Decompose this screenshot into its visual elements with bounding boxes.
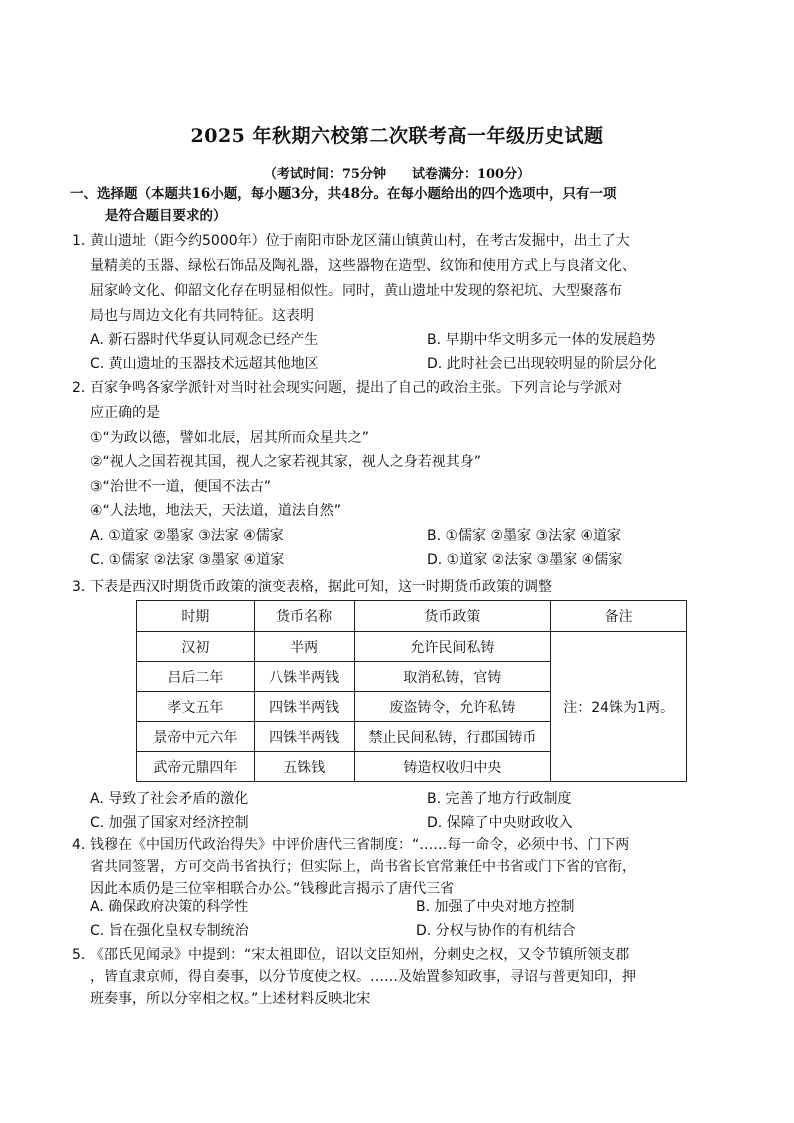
question-5-line-3: 班奏事，所以分宰相之权。”上述材料反映北宋	[90, 991, 371, 1007]
exam-subtitle: （考试时间：75分钟 试卷满分：100分）	[263, 167, 531, 182]
question-2-line-2: 应正确的是	[90, 405, 160, 421]
question-2-option-c: C. ①儒家 ②法家 ③墨家 ④道家	[90, 552, 285, 568]
question-2	[72, 376, 722, 426]
question-4	[72, 834, 722, 900]
question-2-statement-4: ④“人法地，地法天，天法道，道法自然”	[90, 503, 342, 519]
table-cell: 武帝元鼎四年	[137, 752, 255, 782]
table-cell: 五铢钱	[254, 752, 354, 782]
section-heading-line-2: 是符合题目要求的）	[105, 208, 227, 224]
question-3-option-d: D. 保障了中央财政收入	[427, 815, 573, 831]
question-5	[72, 944, 722, 1010]
question-5-line-1: 《邵氏见闻录》中提到：“宋太祖即位，诏以文臣知州，分刺史之权，又令节镇所领支郡	[90, 947, 630, 963]
question-1-number: 1．	[72, 233, 95, 249]
question-1-option-c: C. 黄山遗址的玉器技术远超其他地区	[90, 356, 319, 372]
table-cell: 废盗铸令，允许私铸	[354, 692, 551, 722]
table-row	[137, 632, 687, 662]
question-2-statement-1: ①“为政以德，譬如北辰，居其所而众星共之”	[90, 430, 370, 446]
table-header-cell: 货币名称	[254, 601, 354, 632]
table-header-cell: 货币政策	[354, 601, 551, 632]
question-2-statement-2: ②“视人之国若视其国，视人之家若视其家，视人之身若视其身”	[90, 454, 482, 470]
question-5-number: 5．	[72, 947, 95, 963]
question-1-line-2: 量精美的玉器、绿松石饰品及陶礼器，这些器物在造型、纹饰和使用方式上与良渚文化、	[90, 258, 636, 274]
question-2-option-b: B. ①儒家 ②墨家 ③法家 ④道家	[427, 528, 622, 544]
table-cell: 四铢半两钱	[254, 722, 354, 752]
table-header-row	[137, 601, 687, 632]
question-3	[72, 575, 722, 600]
question-1-option-b: B. 早期中华文明多元一体的发展趋势	[427, 332, 656, 348]
section-heading-line-1: 一、选择题（本题共16小题，每小题3分，共48分。在每小题给出的四个选项中，只有一项	[70, 186, 617, 202]
question-4-option-d: D. 分权与协作的有机结合	[416, 923, 576, 939]
question-2-option-a: A. ①道家 ②墨家 ③法家 ④儒家	[90, 528, 284, 544]
question-1	[72, 229, 722, 329]
exam-title: 2025 年秋期六校第二次联考高一年级历史试题	[190, 125, 604, 147]
table-cell: 景帝中元六年	[137, 722, 255, 752]
question-3-option-c: C. 加强了国家对经济控制	[90, 815, 249, 831]
table-cell: 允许民间私铸	[354, 632, 551, 662]
question-2-statement-3: ③“治世不一道，便国不法古”	[90, 479, 272, 495]
question-4-number: 4．	[72, 837, 95, 853]
currency-policy-table	[136, 600, 687, 782]
question-1-line-4: 局也与周边文化有共同特征。这表明	[90, 308, 314, 324]
question-2-option-d: D. ①道家 ②法家 ③墨家 ④儒家	[427, 552, 623, 568]
question-1-line-3: 屈家岭文化、仰韶文化存在明显相似性。同时，黄山遗址中发现的祭祀坑、大型聚落布	[90, 283, 622, 299]
table-cell: 半两	[254, 632, 354, 662]
table-cell: 四铢半两钱	[254, 692, 354, 722]
table-cell: 铸造权收归中央	[354, 752, 551, 782]
table-cell: 孝文五年	[137, 692, 255, 722]
question-1-line-1: 黄山遗址（距今约5000年）位于南阳市卧龙区蒲山镇黄山村，在考古发掘中，出土了大	[90, 233, 630, 249]
table-header-cell: 备注	[551, 601, 687, 632]
question-4-line-3: 因此本质仍是三位宰相联合办公。”钱穆此言揭示了唐代三省	[90, 881, 455, 897]
question-4-line-2: 省共同签署，方可交尚书省执行；但实际上，尚书省长官常兼任中书省或门下省的官衔，	[90, 859, 636, 875]
table-cell: 取消私铸，官铸	[354, 662, 551, 692]
question-2-line-1: 百家争鸣各家学派针对当时社会现实问题，提出了自己的政治主张。下列言论与学派对	[90, 380, 622, 396]
question-3-option-b: B. 完善了地方行政制度	[427, 791, 572, 807]
question-4-option-a: A. 确保政府决策的科学性	[90, 899, 249, 915]
question-4-line-1: 钱穆在《中国历代政治得失》中评价唐代三省制度：“……每一命令，必须中书、门下两	[90, 837, 630, 853]
question-4-option-b: B. 加强了中央对地方控制	[416, 899, 575, 915]
question-1-option-d: D. 此时社会已出现较明显的阶层分化	[427, 356, 657, 372]
question-3-option-a: A. 导致了社会矛盾的激化	[90, 791, 249, 807]
table-header-cell: 时期	[137, 601, 255, 632]
table-cell: 吕后二年	[137, 662, 255, 692]
table-cell: 禁止民间私铸，行郡国铸币	[354, 722, 551, 752]
question-4-option-c: C. 旨在强化皇权专制统治	[90, 923, 249, 939]
table-note-cell: 注：24铢为1两。	[551, 632, 687, 782]
question-2-number: 2．	[72, 380, 95, 396]
question-3-line-1: 下表是西汉时期货币政策的演变表格，据此可知，这一时期货币政策的调整	[90, 579, 552, 595]
table-cell: 八铢半两钱	[254, 662, 354, 692]
table-cell: 汉初	[137, 632, 255, 662]
question-1-option-a: A. 新石器时代华夏认同观念已经产生	[90, 332, 319, 348]
question-3-number: 3．	[72, 579, 95, 595]
question-5-line-2: ，皆直隶京师，得自奏事，以分节度使之权。……及始置参知政事，寻诏与普更知印，押	[90, 969, 636, 985]
